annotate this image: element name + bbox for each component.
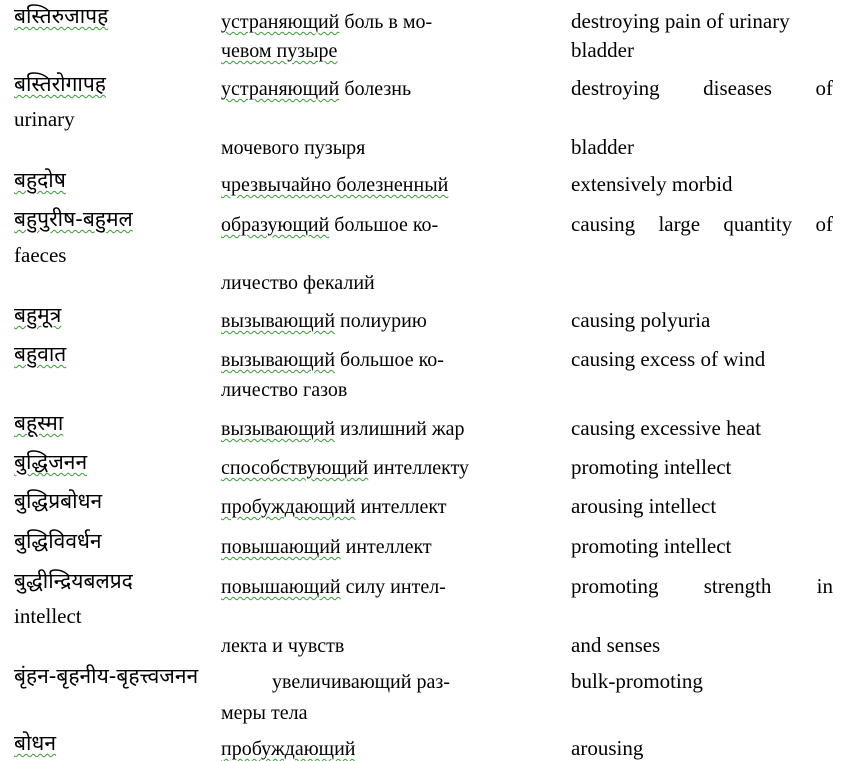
term-sanskrit: बुद्धीन्द्रियबलप्रद: [14, 569, 133, 593]
term-sanskrit: बोधन: [14, 731, 56, 755]
term-russian: устраняющий болезнь: [221, 78, 412, 100]
term-english: promoting intellect: [571, 455, 732, 479]
term-russian: вызывающий полиурию: [221, 310, 427, 332]
term-english: causing excess of wind: [571, 347, 766, 371]
term-english: causing large quantity of: [571, 212, 833, 236]
term-sanskrit: बहुपुरीष-बहुमल: [14, 207, 133, 231]
term-english: arousing: [571, 736, 644, 760]
term-russian: вызывающий большое ко-: [221, 349, 444, 371]
term-russian-continued: личество газов: [221, 379, 348, 401]
term-russian: вызывающий излишний жар: [221, 418, 465, 440]
term-russian: образующий большое ко-: [221, 214, 439, 236]
term-russian: повышающий интеллект: [221, 536, 432, 558]
term-russian: пробуждающий интеллект: [221, 496, 447, 518]
term-english: causing polyuria: [571, 308, 711, 332]
term-russian: устраняющий боль в мо-: [221, 11, 433, 33]
term-sanskrit: बुद्धिविवर्धन: [14, 529, 102, 553]
term-english: extensively morbid: [571, 172, 733, 196]
term-russian-continued: личество фекалий: [221, 272, 375, 294]
term-english: bulk-promoting: [571, 669, 703, 693]
term-sanskrit: बस्तिरुजापह: [14, 4, 109, 28]
term-sanskrit: बुद्धिजनन: [14, 450, 88, 474]
term-russian: чрезвычайно болезненный: [221, 174, 449, 196]
term-english-continued: bladder: [571, 38, 634, 62]
term-russian: способствующий интеллекту: [221, 457, 470, 479]
term-english: causing excessive heat: [571, 416, 762, 440]
term-sanskrit: बृंहन-बृहनीय-बृहत्त्वजनन: [14, 664, 199, 688]
term-sanskrit: बुद्धिप्रबोधन: [14, 489, 103, 513]
term-english: promoting intellect: [571, 534, 732, 558]
term-sanskrit-continued: intellect: [14, 604, 82, 628]
term-sanskrit: बहुदोष: [14, 168, 66, 192]
term-russian: пробуждающий: [221, 738, 356, 760]
term-sanskrit-continued: urinary: [14, 107, 75, 131]
term-english: promoting strength in: [571, 574, 833, 598]
term-english: destroying pain of urinary: [571, 9, 790, 33]
term-sanskrit: बहुमूत्र: [14, 303, 62, 327]
term-english-continued: bladder: [571, 135, 634, 159]
term-sanskrit-continued: faeces: [14, 243, 67, 267]
term-russian-continued: чевом пузыре: [221, 40, 338, 62]
term-russian-continued: меры тела: [221, 702, 308, 724]
term-russian: увеличивающий раз-: [272, 671, 450, 693]
term-russian-continued: мочевого пузыря: [221, 137, 366, 159]
term-english: arousing intellect: [571, 494, 717, 518]
term-english: destroying diseases of: [571, 76, 833, 100]
term-sanskrit: बहुवात: [14, 342, 67, 366]
term-sanskrit: बहूस्मा: [14, 411, 64, 435]
term-russian: повышающий силу интел-: [221, 576, 446, 598]
term-russian-continued: лекта и чувств: [221, 635, 345, 657]
term-english-continued: and senses: [571, 633, 661, 657]
term-sanskrit: बस्तिरोगापह: [14, 72, 106, 96]
